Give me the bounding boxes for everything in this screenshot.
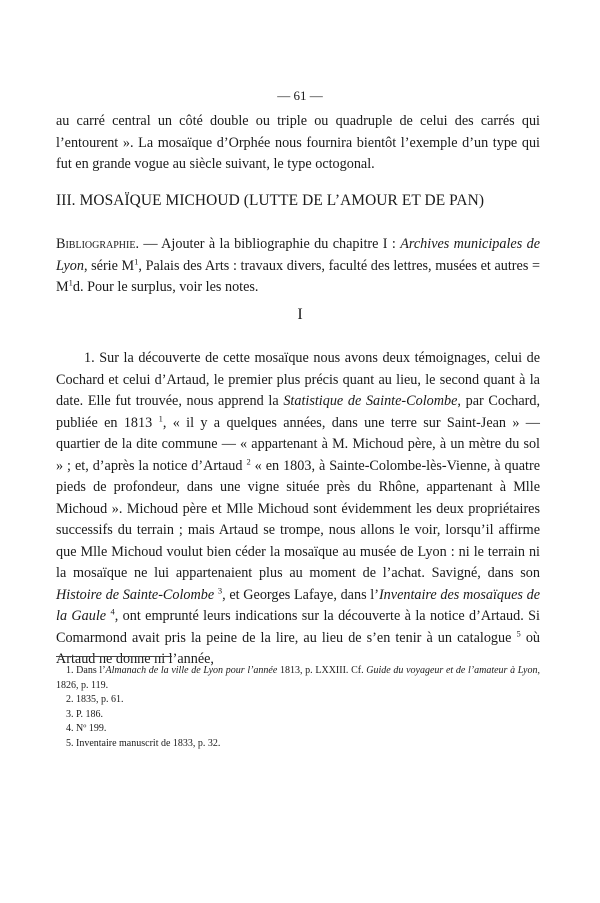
footnote-text: 1813, p. LXXIII. Cf. (277, 665, 367, 676)
bibliography-paragraph (56, 234, 540, 299)
paragraph-text: , « il y a quelques années, dans une terre sur Saint-Jean » — quartier de la dite commune — « appartenant à M. Michoud père, à un mètre du sol » ; et, d’après la notice d’Artaud (56, 414, 540, 474)
subsection-numeral: I (297, 306, 303, 323)
footnote-5: 5. Inventaire manuscrit de 1833, p. 32. (66, 737, 221, 749)
paragraph-text: , par Cochard, publiée en 1813 (56, 393, 540, 431)
italic-title: Statistique de Sainte-Colombe (283, 393, 458, 409)
series-superscript: 1 (68, 277, 73, 288)
footnote-text: , 1826, p. 119. (56, 665, 540, 691)
footnote-2: 2. 1835, p. 61. (66, 694, 124, 705)
bibliography-label: Bibliographie. (56, 236, 140, 252)
paragraph-text: 1. Sur la découverte de cette mosaïque nous avons deux témoignages, celui de Cochard et celui d’Artaud, le premier plus précis quant au lieu, le second quant à la date. Elle fut trouvée, nous apprend la (56, 350, 540, 409)
footnote-ref: 5 (516, 627, 521, 638)
bibliography-text: , Palais des Arts : travaux divers, faculté des lettres, musées et autres = M (56, 257, 540, 295)
archives-title: Archives municipales de Lyon (56, 236, 541, 274)
footnote-text: 1. Dans l’ (66, 665, 106, 676)
footnote-ref: 3 (217, 584, 223, 595)
footnote-3: 3. P. 186. (66, 708, 103, 720)
main-paragraph (56, 348, 540, 671)
paragraph-text: , et Georges Lafaye, dans l’ (222, 586, 379, 603)
paragraph-text: , ont emprunté leurs indications sur la découverte à la notice d’Artaud. Si Comarmond avait pris la peine de la lire, au lieu de s’en tenir à un catalogue (56, 608, 540, 646)
italic-title: Histoire de Sainte-Colombe (56, 586, 215, 603)
series-superscript: 1 (134, 255, 139, 266)
footnotes-list (56, 664, 540, 751)
intro-paragraph: au carré central un côté double ou triple ou quadruple de celui des carrés qui l’entourent ». La mosaïque d’Orphée nous fournira bientôt l’exemple d’un type qui fut en grande vogue au siècle suivant, le type octogonal. (56, 113, 540, 172)
bibliography-text: — Ajouter à la bibliographie du chapitre I : (139, 236, 401, 252)
footnote-4: 4. Nº 199. (66, 723, 107, 734)
page-number: — 61 — (277, 88, 323, 103)
footnote-1 (56, 664, 540, 693)
paragraph-text: « en 1803, à Sainte-Colombe-lès-Vienne, à quatre pieds de profondeur, dans une vigne située près du Rhône, appartenant à Mlle Michoud ». Michoud père et Mlle Michoud sont évidemment les deux propriétaires successifs du terrain ; mais Artaud se trompe, nous allons le voir, lorsqu’il affirme que Mlle Michoud voulut bien céder la mosaïque au musée de Lyon : ni le terrain ni la mosaïque ne lui appartenaient plus au moment de l’achat. Savigné, dans son (56, 457, 540, 581)
bibliography-text: d. Pour le surplus, voir les notes. (72, 279, 259, 295)
footnote-ref: 1 (158, 412, 163, 423)
paragraph-text: où Artaud ne donne ni l’année, (56, 629, 541, 667)
footnote-italic: Guide du voyageur et de l’amateur à Lyon (366, 665, 538, 676)
italic-title: Inventaire des mosaïques de la Gaule (56, 586, 540, 624)
footnote-italic: Almanach de la ville de Lyon pour l’année (105, 665, 278, 676)
bibliography-text: , série M (83, 257, 135, 274)
footnote-ref: 2 (246, 455, 251, 466)
footnote-divider (56, 656, 172, 657)
section-heading: III. MOSAÏQUE MICHOUD (LUTTE DE L’AMOUR ET DE PAN) (56, 192, 485, 209)
footnote-ref: 4 (110, 606, 115, 617)
